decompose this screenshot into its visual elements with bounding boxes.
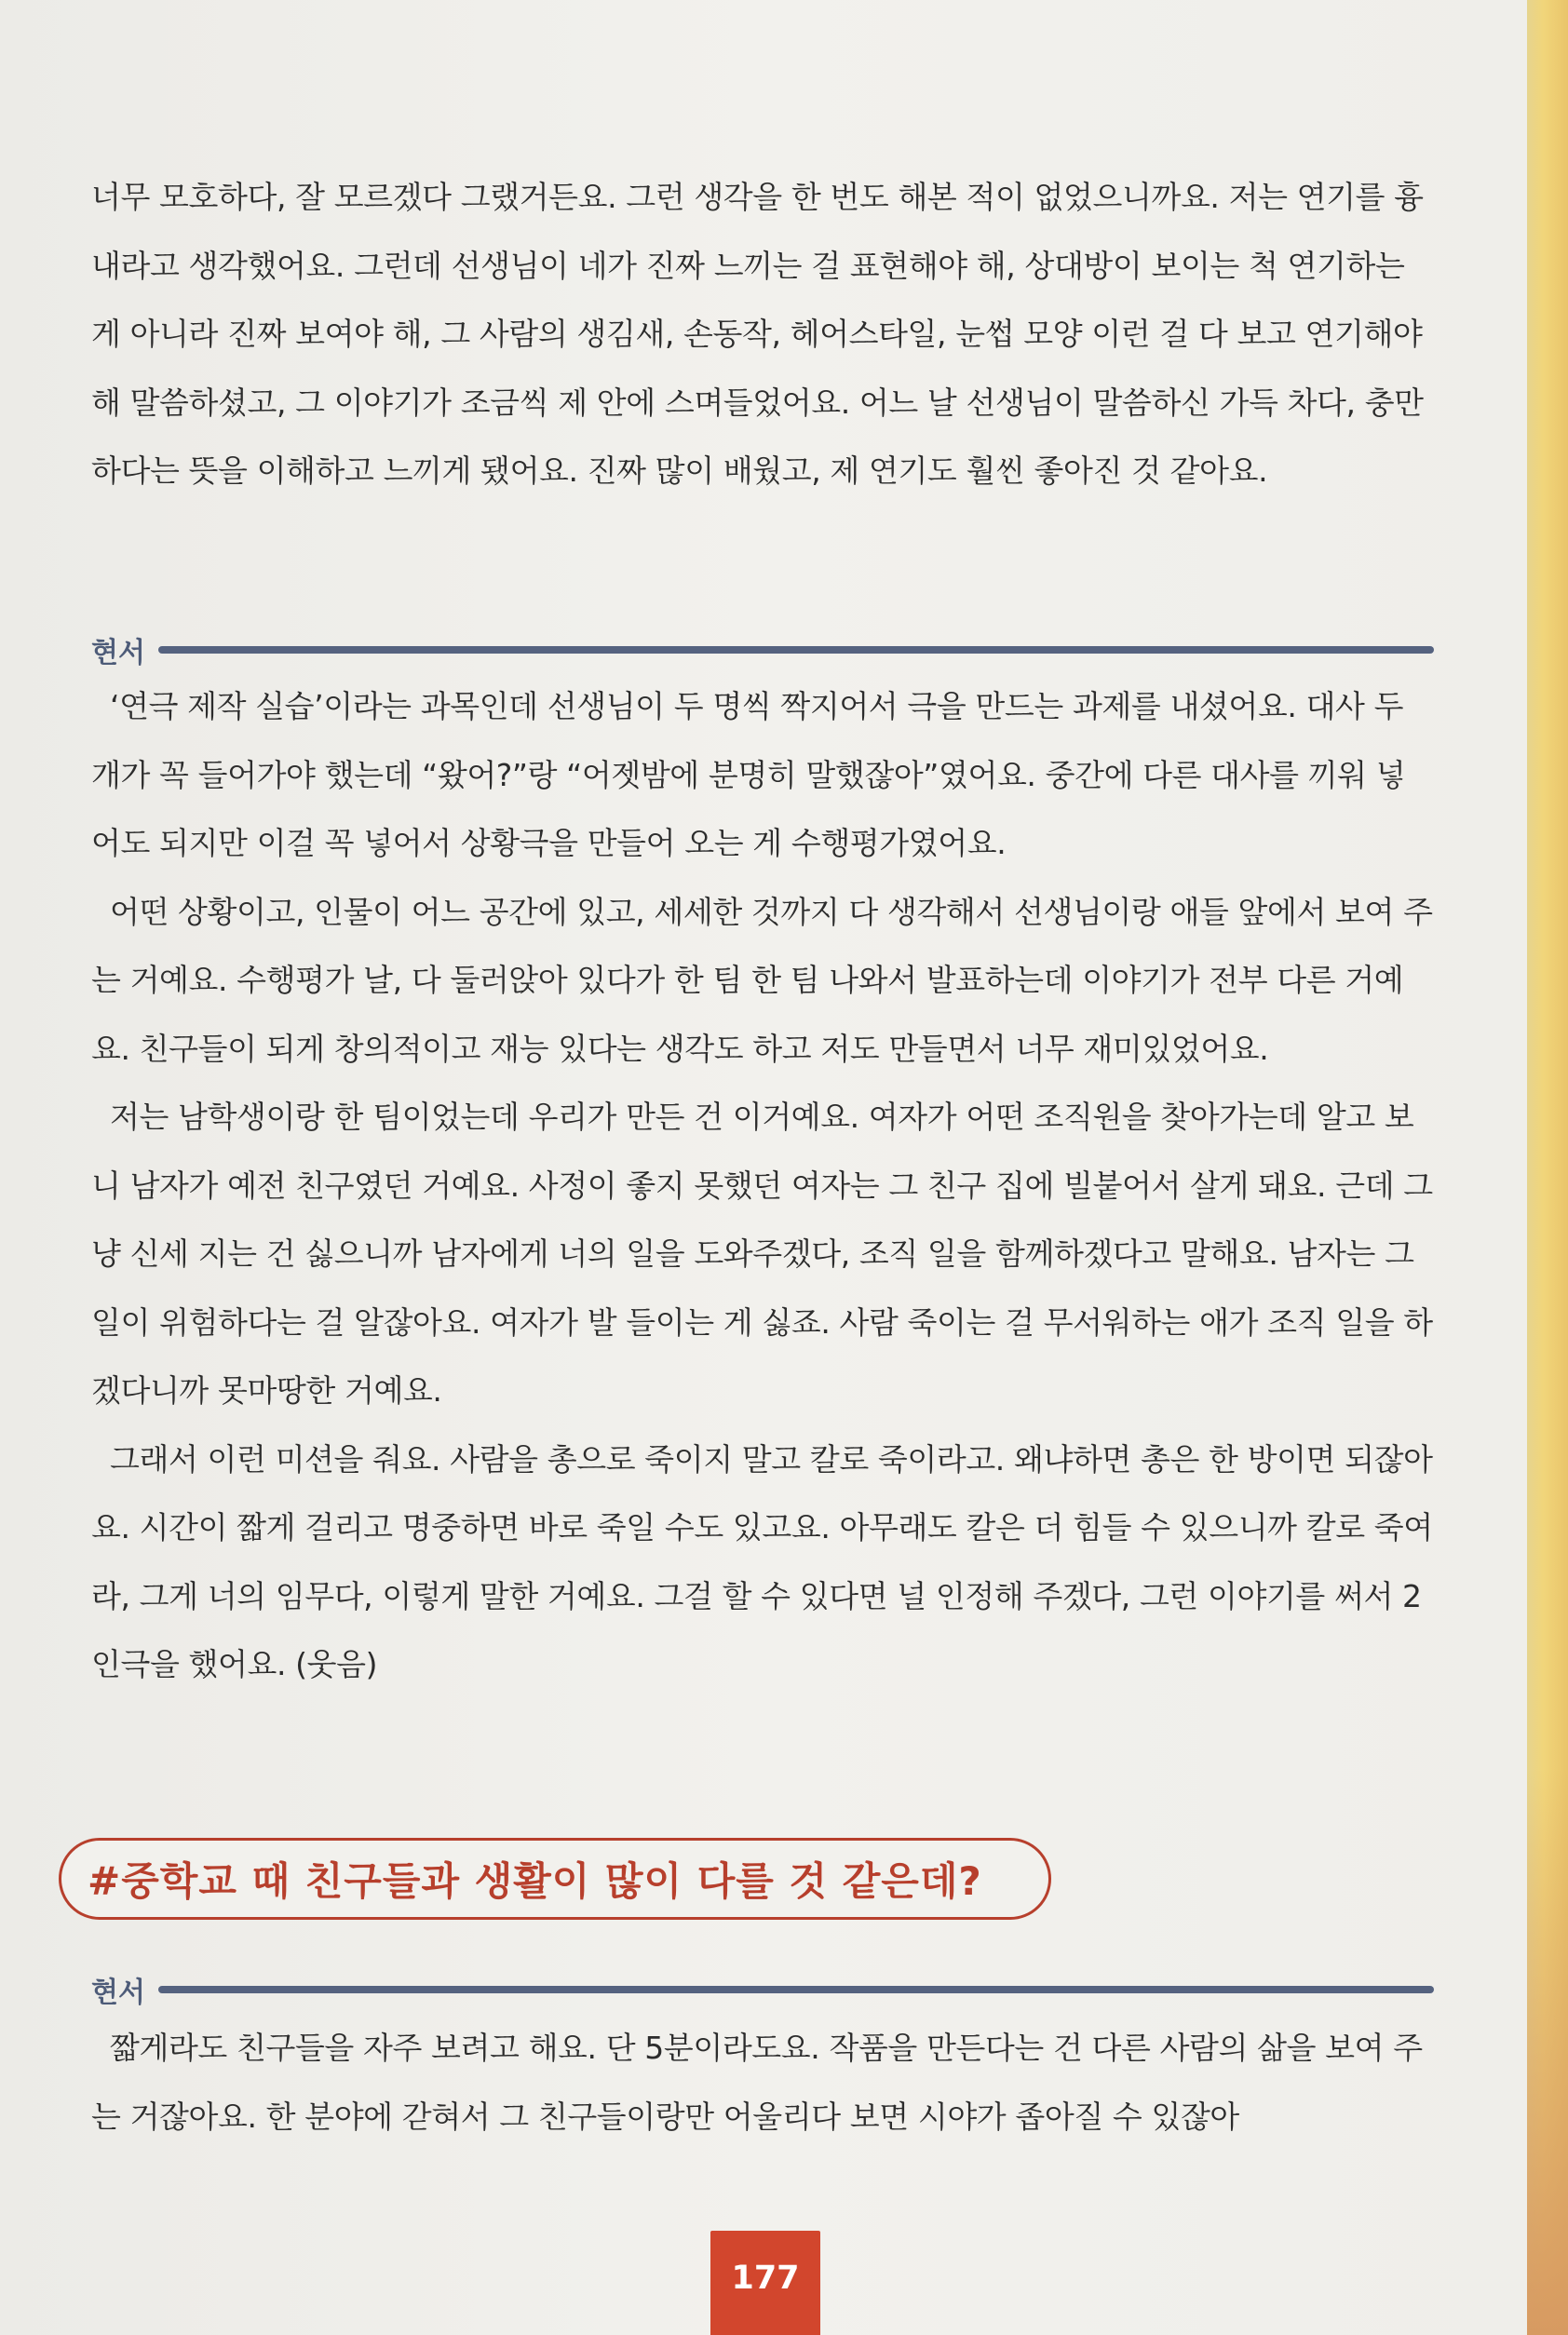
speaker-divider xyxy=(158,1986,1434,1993)
page-edge xyxy=(1527,0,1568,2335)
paragraph: 어떤 상황이고, 인물이 어느 공간에 있고, 세세한 것까지 다 생각해서 선생님이랑 애들 앞에서 보여 주는 거예요. 수행평가 날, 다 둘러앉아 있다가 한 팀 한 팀 나와서 발표하는데 이야기가 전부 다른 거예요. 친구들이 되게 창의적이고 재능 있다는 생각도 하고 저도 만들면서 너무 재미있었어요. xyxy=(91,893,1433,1067)
section-heading-text: #중학교 때 친구들과 생활이 많이 다를 것 같은데? xyxy=(88,1858,982,1904)
speaker-name: 현서 xyxy=(91,1977,145,2009)
paragraph: 짧게라도 친구들을 자주 보려고 해요. 단 5분이라도요. 작품을 만든다는 건 다른 사람의 삶을 보여 주는 거잖아요. 한 분야에 갇혀서 그 친구들이랑만 어울리다 보면 시야가 좁아질 수 있잖아 xyxy=(91,2030,1423,2135)
speaker-divider xyxy=(158,646,1434,654)
answer-text xyxy=(91,672,1434,1699)
speaker-header xyxy=(91,631,1434,668)
answer-text xyxy=(91,2014,1434,2151)
section-heading xyxy=(59,1838,1051,1920)
paragraph: 그래서 이런 미션을 줘요. 사람을 총으로 죽이지 말고 칼로 죽이라고. 왜냐하면 총은 한 방이면 되잖아요. 시간이 짧게 걸리고 명중하면 바로 죽일 수도 있고요. 아무래도 칼은 더 힘들 수 있으니까 칼로 죽여라, 그게 너의 임무다, 이렇게 말한 거예요. 그걸 할 수 있다면 널 인정해 주겠다, 그런 이야기를 써서 2인극을 했어요. (웃음) xyxy=(91,1440,1433,1682)
paragraph: 너무 모호하다, 잘 모르겠다 그랬거든요. 그런 생각을 한 번도 해본 적이 없었으니까요. 저는 연기를 흉내라고 생각했어요. 그런데 선생님이 네가 진짜 느끼는 걸 표현해야 해, 상대방이 보이는 척 연기하는 게 아니라 진짜 보여야 해, 그 사람의 생김새, 손동작, 헤어스타일, 눈썹 모양 이런 걸 다 보고 연기해야 해 말씀하셨고, 그 이야기가 조금씩 제 안에 스며들었어요. 어느 날 선생님이 말씀하신 가득 차다, 충만하다는 뜻을 이해하고 느끼게 됐어요. 진짜 많이 배웠고, 제 연기도 훨씬 좋아진 것 같아요. xyxy=(91,179,1424,489)
paragraph: 저는 남학생이랑 한 팀이었는데 우리가 만든 건 이거예요. 여자가 어떤 조직원을 찾아가는데 알고 보니 남자가 예전 친구였던 거예요. 사정이 좋지 못했던 여자는 그 친구 집에 빌붙어서 살게 돼요. 근데 그냥 신세 지는 건 싫으니까 남자에게 너의 일을 도와주겠다, 조직 일을 함께하겠다고 말해요. 남자는 그 일이 위험하다는 걸 알잖아요. 여자가 발 들이는 게 싫죠. 사람 죽이는 걸 무서워하는 애가 조직 일을 하겠다니까 못마땅한 거예요. xyxy=(91,1099,1433,1409)
speaker-name: 현서 xyxy=(91,637,145,669)
intro-text xyxy=(91,163,1434,506)
speaker-header xyxy=(91,1971,1434,2008)
page-number: 177 xyxy=(710,2231,820,2335)
paragraph: ‘연극 제작 실습’이라는 과목인데 선생님이 두 명씩 짝지어서 극을 만드는 과제를 내셨어요. 대사 두 개가 꼭 들어가야 했는데 “왔어?”랑 “어젯밤에 분명히 말했잖아”였어요. 중간에 다른 대사를 끼워 넣어도 되지만 이걸 꼭 넣어서 상황극을 만들어 오는 게 수행평가였어요. xyxy=(91,688,1406,861)
